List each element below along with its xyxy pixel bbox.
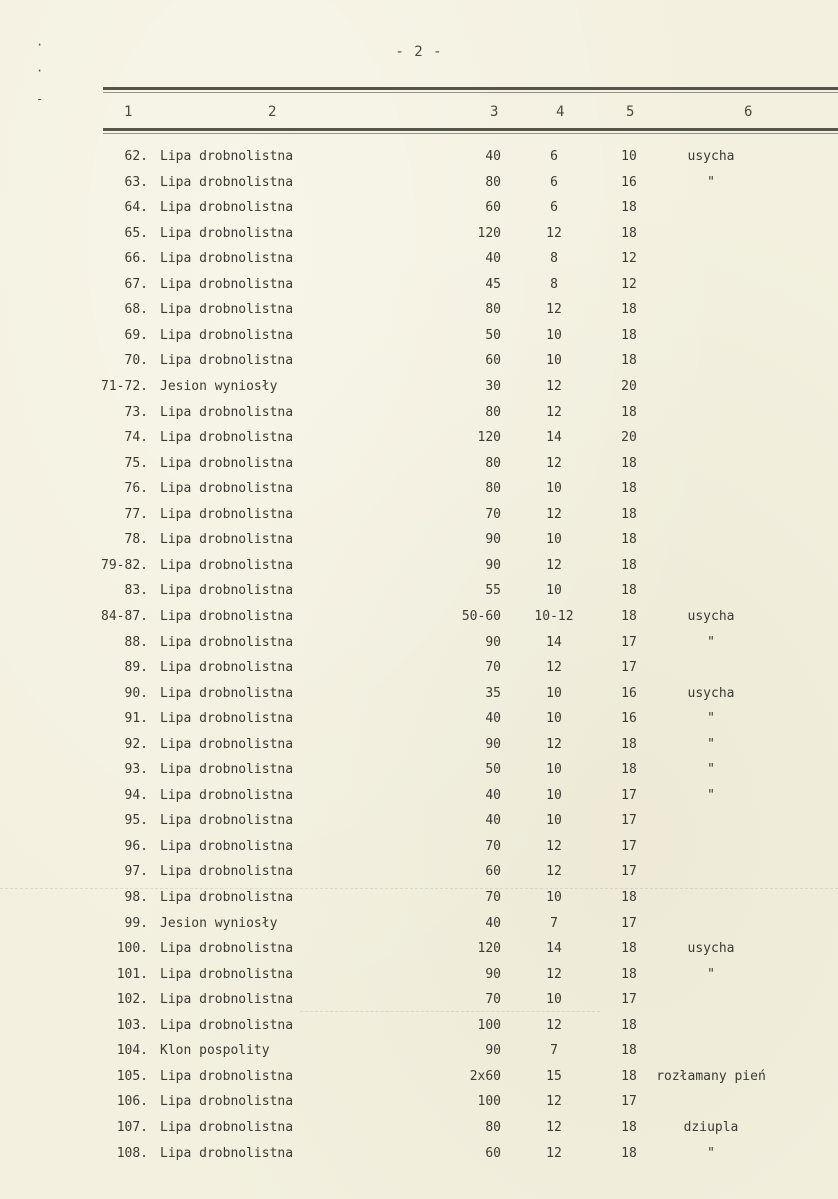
column-3-value: 80 — [485, 404, 501, 420]
column-4-value: 12 — [546, 225, 562, 241]
table-row — [0, 251, 838, 271]
column-4-value: 14 — [546, 430, 562, 446]
remarks: " — [707, 711, 715, 727]
species-name: Lipa drobnolistna — [160, 506, 294, 522]
column-4-value: 10-12 — [534, 608, 574, 624]
column-3-value: 70 — [485, 506, 501, 522]
table-row — [0, 277, 838, 297]
species-name: Lipa drobnolistna — [160, 992, 294, 1008]
header-rule-top — [103, 87, 838, 90]
column-4-value: 10 — [546, 711, 562, 727]
row-number: 103. — [116, 1017, 148, 1033]
column-4-value: 12 — [546, 302, 562, 318]
column-5-value: 18 — [621, 608, 637, 624]
column-3-value: 80 — [485, 302, 501, 318]
row-number: 78. — [124, 532, 148, 548]
column-5-value: 18 — [621, 890, 637, 905]
remarks: usycha — [687, 941, 735, 957]
remarks: rozłamany pień — [656, 1068, 766, 1084]
row-number: 68. — [124, 302, 148, 318]
remarks: " — [707, 174, 715, 190]
column-3-value: 50 — [485, 327, 501, 343]
species-name: Lipa drobnolistna — [160, 634, 294, 650]
column-3-value: 120 — [477, 941, 501, 957]
column-5-value: 18 — [621, 1068, 637, 1084]
column-4-value: 14 — [546, 634, 562, 650]
row-number: 92. — [124, 736, 148, 752]
species-name: Lipa drobnolistna — [160, 787, 294, 803]
row-number: 90. — [124, 685, 148, 701]
column-3-value: 90 — [485, 1043, 501, 1059]
column-4-value: 10 — [546, 532, 562, 548]
species-name: Lipa drobnolistna — [160, 455, 294, 471]
table-row — [0, 737, 838, 757]
row-number: 62. — [124, 149, 148, 164]
header-rule-bottom — [103, 128, 838, 131]
column-3-value: 40 — [485, 251, 501, 267]
column-5-value: 16 — [621, 174, 637, 190]
species-name: Lipa drobnolistna — [160, 353, 294, 369]
row-number: 104. — [116, 1043, 148, 1059]
species-name: Lipa drobnolistna — [160, 890, 294, 905]
table-row — [0, 941, 838, 961]
row-number: 67. — [124, 276, 148, 292]
species-name: Lipa drobnolistna — [160, 557, 294, 573]
column-5-value: 20 — [621, 379, 637, 394]
column-5-value: 16 — [621, 685, 637, 701]
species-name: Lipa drobnolistna — [160, 174, 294, 190]
margin-mark: - — [36, 92, 44, 106]
column-4-value: 10 — [546, 762, 562, 778]
row-number: 108. — [116, 1145, 148, 1161]
row-number: 91. — [124, 711, 148, 727]
column-4-value: 12 — [546, 1145, 562, 1161]
table-row — [0, 405, 838, 425]
table-row — [0, 328, 838, 348]
table-row — [0, 226, 838, 246]
column-4-value: 12 — [546, 557, 562, 573]
species-name: Lipa drobnolistna — [160, 1119, 294, 1135]
table-row — [0, 149, 838, 169]
table-row — [0, 762, 838, 782]
row-number: 83. — [124, 583, 148, 599]
row-number: 105. — [116, 1068, 148, 1084]
table-row — [0, 686, 838, 706]
table-row — [0, 839, 838, 859]
column-5-value: 18 — [621, 532, 637, 548]
species-name: Klon pospolity — [160, 1043, 270, 1059]
row-number: 95. — [124, 813, 148, 829]
column-3-value: 120 — [477, 430, 501, 446]
row-number: 102. — [116, 992, 148, 1008]
column-4-value: 7 — [550, 1043, 558, 1059]
header-rule-top-thin — [103, 92, 838, 93]
remarks: " — [707, 787, 715, 803]
species-name: Lipa drobnolistna — [160, 966, 294, 982]
column-4-value: 12 — [546, 660, 562, 675]
column-3-value: 90 — [485, 736, 501, 752]
table-row — [0, 507, 838, 527]
table-row — [0, 456, 838, 476]
species-name: Lipa drobnolistna — [160, 481, 294, 497]
column-4-value: 12 — [546, 838, 562, 854]
table-row — [0, 430, 838, 450]
row-number: 106. — [116, 1094, 148, 1110]
species-name: Lipa drobnolistna — [160, 736, 294, 752]
row-number: 100. — [116, 941, 148, 957]
header-rule-bottom-thin — [103, 133, 838, 134]
species-name: Lipa drobnolistna — [160, 660, 294, 675]
column-5-value: 10 — [621, 149, 637, 164]
species-name: Lipa drobnolistna — [160, 1068, 294, 1084]
column-4-value: 8 — [550, 251, 558, 267]
column-5-value: 18 — [621, 1043, 637, 1059]
column-5-value: 18 — [621, 1017, 637, 1033]
column-5-value: 18 — [621, 762, 637, 778]
margin-mark: · — [36, 64, 44, 78]
column-5-value: 18 — [621, 1145, 637, 1161]
row-number: 93. — [124, 762, 148, 778]
column-5-value: 17 — [621, 787, 637, 803]
species-name: Jesion wyniosły — [160, 379, 278, 394]
row-number: 99. — [124, 915, 148, 931]
species-name: Lipa drobnolistna — [160, 251, 294, 267]
column-4-value: 12 — [546, 1119, 562, 1135]
column-4-value: 10 — [546, 583, 562, 599]
column-5-value: 18 — [621, 557, 637, 573]
remarks: usycha — [687, 685, 735, 701]
column-4-value: 12 — [546, 379, 562, 394]
table-row — [0, 1120, 838, 1140]
row-number: 66. — [124, 251, 148, 267]
column-4-value: 7 — [550, 915, 558, 931]
column-3-value: 80 — [485, 1119, 501, 1135]
row-number: 63. — [124, 174, 148, 190]
remarks: usycha — [687, 608, 735, 624]
column-header-5: 5 — [626, 104, 635, 120]
column-3-value: 70 — [485, 992, 501, 1008]
table-row — [0, 302, 838, 322]
row-number: 71-72. — [101, 379, 148, 394]
column-header-2: 2 — [268, 104, 277, 120]
row-number: 77. — [124, 506, 148, 522]
table-row — [0, 583, 838, 603]
remarks: " — [707, 634, 715, 650]
table-row — [0, 813, 838, 833]
column-3-value: 90 — [485, 557, 501, 573]
table-row — [0, 1043, 838, 1063]
column-4-value: 6 — [550, 149, 558, 164]
species-name: Lipa drobnolistna — [160, 149, 294, 164]
row-number: 76. — [124, 481, 148, 497]
species-name: Lipa drobnolistna — [160, 532, 294, 548]
species-name: Lipa drobnolistna — [160, 1017, 294, 1033]
column-4-value: 12 — [546, 1094, 562, 1110]
column-5-value: 18 — [621, 404, 637, 420]
column-4-value: 12 — [546, 455, 562, 471]
column-3-value: 70 — [485, 838, 501, 854]
row-number: 89. — [124, 660, 148, 675]
column-5-value: 18 — [621, 506, 637, 522]
column-3-value: 40 — [485, 711, 501, 727]
table-row — [0, 1146, 838, 1166]
row-number: 97. — [124, 864, 148, 880]
column-5-value: 17 — [621, 838, 637, 854]
table-row — [0, 711, 838, 731]
remarks: " — [707, 1145, 715, 1161]
column-4-value: 15 — [546, 1068, 562, 1084]
column-4-value: 10 — [546, 890, 562, 905]
column-5-value: 17 — [621, 992, 637, 1008]
column-3-value: 40 — [485, 149, 501, 164]
column-3-value: 50 — [485, 762, 501, 778]
column-5-value: 17 — [621, 1094, 637, 1110]
species-name: Lipa drobnolistna — [160, 404, 294, 420]
species-name: Lipa drobnolistna — [160, 711, 294, 727]
column-3-value: 40 — [485, 915, 501, 931]
column-5-value: 18 — [621, 327, 637, 343]
column-4-value: 12 — [546, 404, 562, 420]
row-number: 98. — [124, 890, 148, 905]
table-row — [0, 558, 838, 578]
column-4-value: 12 — [546, 736, 562, 752]
column-3-value: 2x60 — [469, 1068, 501, 1084]
column-5-value: 17 — [621, 915, 637, 931]
row-number: 107. — [116, 1119, 148, 1135]
species-name: Lipa drobnolistna — [160, 327, 294, 343]
row-number: 73. — [124, 404, 148, 420]
column-3-value: 80 — [485, 455, 501, 471]
column-4-value: 6 — [550, 200, 558, 216]
remarks: dziupla — [683, 1119, 739, 1135]
species-name: Lipa drobnolistna — [160, 225, 294, 241]
table-row — [0, 1069, 838, 1089]
table-row — [0, 1018, 838, 1038]
column-3-value: 80 — [485, 174, 501, 190]
column-3-value: 60 — [485, 1145, 501, 1161]
column-4-value: 10 — [546, 327, 562, 343]
row-number: 69. — [124, 327, 148, 343]
column-5-value: 18 — [621, 583, 637, 599]
table-row — [0, 635, 838, 655]
column-3-value: 70 — [485, 660, 501, 675]
column-5-value: 17 — [621, 813, 637, 829]
column-3-value: 50-60 — [461, 608, 501, 624]
column-3-value: 100 — [477, 1094, 501, 1110]
column-3-value: 55 — [485, 583, 501, 599]
table-row — [0, 890, 838, 910]
column-3-value: 40 — [485, 813, 501, 829]
species-name: Lipa drobnolistna — [160, 864, 294, 880]
column-3-value: 30 — [485, 379, 501, 394]
row-number: 64. — [124, 200, 148, 216]
table-row — [0, 200, 838, 220]
row-number: 75. — [124, 455, 148, 471]
table-row — [0, 967, 838, 987]
species-name: Lipa drobnolistna — [160, 762, 294, 778]
column-5-value: 12 — [621, 251, 637, 267]
row-number: 96. — [124, 838, 148, 854]
table-row — [0, 481, 838, 501]
column-4-value: 10 — [546, 353, 562, 369]
column-header-1: 1 — [124, 104, 133, 120]
species-name: Lipa drobnolistna — [160, 608, 294, 624]
species-name: Lipa drobnolistna — [160, 1094, 294, 1110]
column-4-value: 10 — [546, 787, 562, 803]
column-5-value: 20 — [621, 430, 637, 446]
remarks: usycha — [687, 149, 735, 164]
column-header-4: 4 — [556, 104, 565, 120]
column-4-value: 12 — [546, 506, 562, 522]
species-name: Lipa drobnolistna — [160, 685, 294, 701]
species-name: Lipa drobnolistna — [160, 838, 294, 854]
column-5-value: 18 — [621, 1119, 637, 1135]
column-5-value: 18 — [621, 455, 637, 471]
column-5-value: 17 — [621, 864, 637, 880]
remarks: " — [707, 966, 715, 982]
table-row — [0, 992, 838, 1012]
column-3-value: 35 — [485, 685, 501, 701]
column-4-value: 10 — [546, 813, 562, 829]
row-number: 101. — [116, 966, 148, 982]
column-4-value: 14 — [546, 941, 562, 957]
column-4-value: 10 — [546, 481, 562, 497]
row-number: 84-87. — [101, 608, 148, 624]
species-name: Lipa drobnolistna — [160, 276, 294, 292]
table-row — [0, 864, 838, 884]
row-number: 94. — [124, 787, 148, 803]
column-3-value: 120 — [477, 225, 501, 241]
species-name: Lipa drobnolistna — [160, 583, 294, 599]
column-5-value: 12 — [621, 276, 637, 292]
row-number: 70. — [124, 353, 148, 369]
row-number: 79-82. — [101, 557, 148, 573]
column-header-6: 6 — [744, 104, 753, 120]
column-3-value: 100 — [477, 1017, 501, 1033]
column-5-value: 18 — [621, 736, 637, 752]
column-3-value: 60 — [485, 864, 501, 880]
table-row — [0, 353, 838, 373]
column-3-value: 70 — [485, 890, 501, 905]
page-number: - 2 - — [395, 44, 443, 60]
table-row — [0, 788, 838, 808]
column-4-value: 12 — [546, 864, 562, 880]
column-5-value: 18 — [621, 200, 637, 216]
species-name: Lipa drobnolistna — [160, 302, 294, 318]
column-4-value: 12 — [546, 966, 562, 982]
column-5-value: 18 — [621, 302, 637, 318]
column-3-value: 80 — [485, 481, 501, 497]
column-5-value: 18 — [621, 225, 637, 241]
row-number: 65. — [124, 225, 148, 241]
column-3-value: 90 — [485, 532, 501, 548]
table-row — [0, 532, 838, 552]
row-number: 74. — [124, 430, 148, 446]
table-row — [0, 1094, 838, 1114]
margin-mark: · — [36, 38, 44, 52]
species-name: Lipa drobnolistna — [160, 430, 294, 446]
remarks: " — [707, 762, 715, 778]
column-3-value: 60 — [485, 353, 501, 369]
table-row — [0, 916, 838, 936]
column-3-value: 45 — [485, 276, 501, 292]
column-5-value: 18 — [621, 481, 637, 497]
column-5-value: 18 — [621, 941, 637, 957]
species-name: Lipa drobnolistna — [160, 941, 294, 957]
table-row — [0, 660, 838, 680]
column-3-value: 90 — [485, 966, 501, 982]
column-4-value: 10 — [546, 685, 562, 701]
species-name: Lipa drobnolistna — [160, 1145, 294, 1161]
table-row — [0, 175, 838, 195]
column-5-value: 18 — [621, 353, 637, 369]
column-5-value: 18 — [621, 966, 637, 982]
column-4-value: 10 — [546, 992, 562, 1008]
column-3-value: 90 — [485, 634, 501, 650]
column-5-value: 17 — [621, 660, 637, 675]
column-5-value: 17 — [621, 634, 637, 650]
table-row — [0, 609, 838, 629]
column-5-value: 16 — [621, 711, 637, 727]
row-number: 88. — [124, 634, 148, 650]
column-header-3: 3 — [490, 104, 499, 120]
table-row — [0, 379, 838, 399]
species-name: Jesion wyniosły — [160, 915, 278, 931]
column-3-value: 40 — [485, 787, 501, 803]
remarks: " — [707, 736, 715, 752]
species-name: Lipa drobnolistna — [160, 813, 294, 829]
column-4-value: 6 — [550, 174, 558, 190]
column-4-value: 12 — [546, 1017, 562, 1033]
column-3-value: 60 — [485, 200, 501, 216]
column-4-value: 8 — [550, 276, 558, 292]
species-name: Lipa drobnolistna — [160, 200, 294, 216]
